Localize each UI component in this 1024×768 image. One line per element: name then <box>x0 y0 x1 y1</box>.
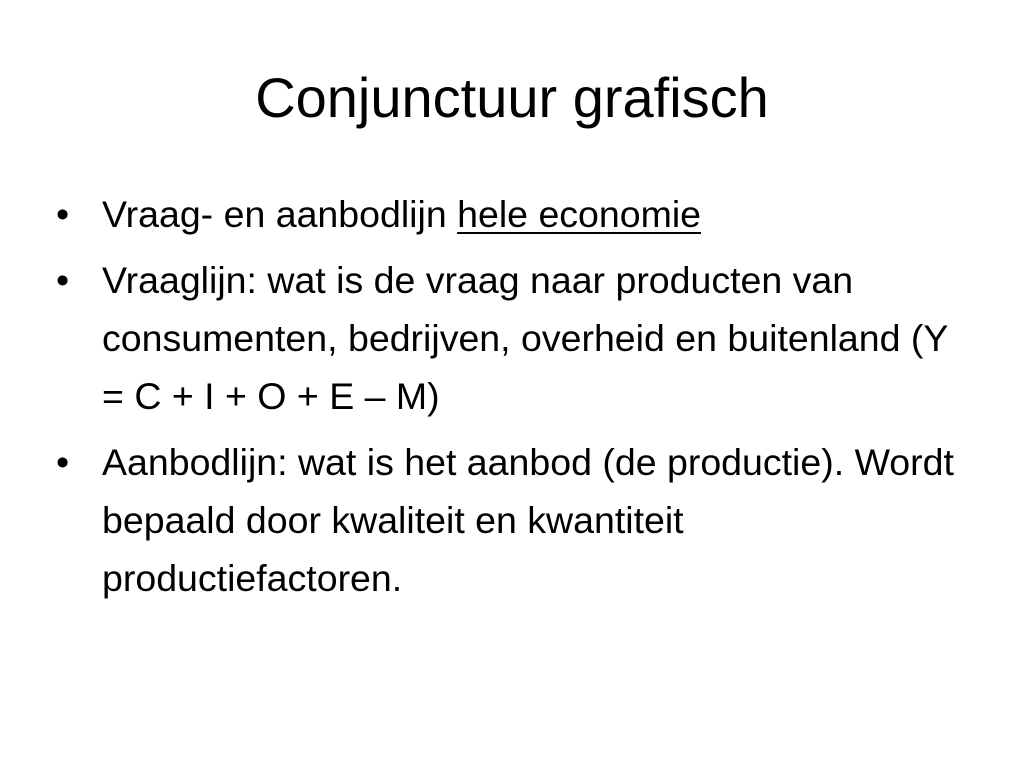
bullet-item-3 <box>56 433 956 607</box>
bullet-item-2 <box>56 251 956 425</box>
bullet-text-1: Vraag- en aanbodlijn <box>102 193 458 235</box>
bullet-marker: • <box>56 193 70 235</box>
bullet-item-1 <box>56 185 956 243</box>
bullet-text-3: Aanbodlijn: wat is het aanbod (de productie). Wordt bepaald door kwaliteit en kwantiteit productiefactoren. <box>102 441 954 599</box>
slide-title: Conjunctuur grafisch <box>255 66 769 129</box>
bullet-list <box>56 185 956 615</box>
bullet-marker: • <box>56 441 70 483</box>
bullet-marker: • <box>56 259 70 301</box>
bullet-underlined-text-1: hele economie <box>457 193 702 235</box>
bullet-text-2: Vraaglijn: wat is de vraag naar producten van consumenten, bedrijven, overheid en buitenland (Y = C + I + O + E – M) <box>102 259 948 417</box>
